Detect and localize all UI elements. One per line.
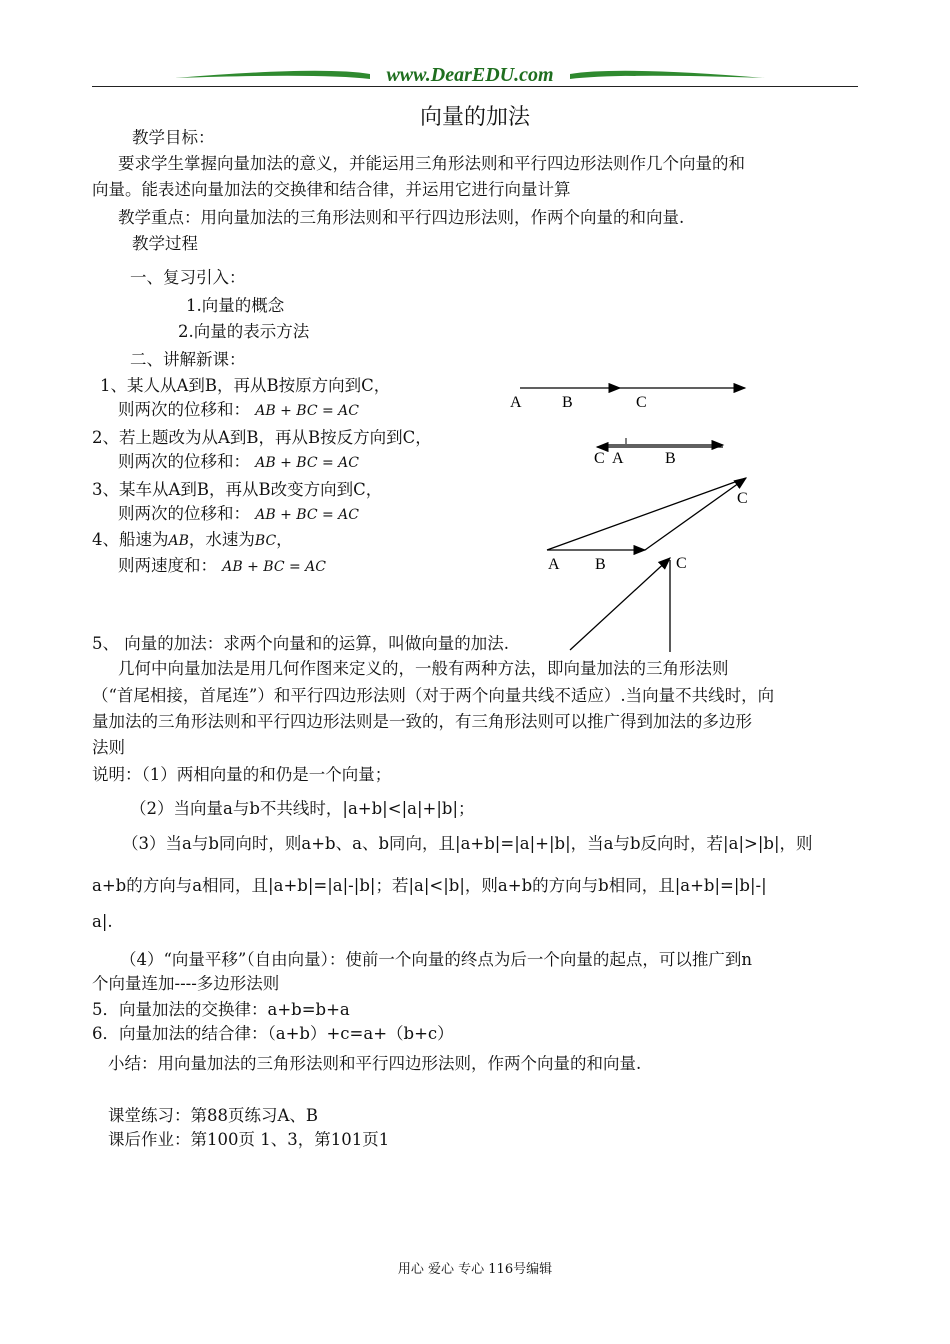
goals-line2: 向量。能表述向量加法的交换律和结合律，并运用它进行向量计算 — [92, 180, 571, 199]
diagram-opposite-direction — [594, 438, 723, 467]
process-heading: 教学过程 — [132, 234, 198, 253]
question-4-vector-ab: AB — [168, 533, 189, 549]
diagram-1-label-a: A — [510, 394, 522, 411]
note-1: 说明：（1）两相向量的和仍是一个向量； — [92, 765, 392, 784]
question-1-sum-label: 则两次的位移和： — [118, 400, 250, 419]
diagram-3-label-a: A — [548, 556, 560, 573]
question-4-text-b: ，水速为 — [188, 530, 255, 549]
diagram-triangle — [547, 478, 748, 573]
question-1: 1、某人从A到B，再从B按原方向到C， — [100, 376, 391, 395]
question-2-sum-label: 则两次的位移和： — [118, 452, 250, 471]
question-3-sum-label: 则两次的位移和： — [118, 504, 250, 523]
question-2-formula: AB + BC = AC — [255, 455, 359, 471]
site-logo — [170, 64, 770, 88]
page-title: 向量的加法 — [419, 105, 530, 130]
summary: 小结：用向量加法的三角形法则和平行四边形法则，作两个向量的和向量. — [108, 1054, 642, 1073]
note-4-line1: （4）“向量平移”（自由向量）：使前一个向量的终点为后一个向量的起点，可以推广到n — [120, 950, 752, 969]
section1-heading: 一、复习引入： — [130, 268, 246, 287]
note-3-line2: a+b的方向与a相同，且|a+b|=|a|-|b|；若|a|<|b|，则a+b的方向与b相同，且|a+b|=|b|-| — [92, 876, 767, 895]
law-commutative: 5．向量加法的交换律：a+b=b+a — [92, 1000, 350, 1019]
diagram-velocity — [570, 555, 687, 652]
diagram-4-label-c: C — [676, 555, 687, 572]
question-4-formula: AB + BC = AC — [222, 559, 326, 575]
diagram-2-label-c: C — [594, 450, 605, 467]
diagram-2-label-b: B — [665, 450, 676, 467]
diagram-same-direction — [510, 388, 745, 411]
goals-line1: 要求学生掌握向量加法的意义，并能运用三角形法则和平行四边形法则作几个向量的和 — [118, 154, 745, 173]
section1-item2: 2.向量的表示方法 — [178, 322, 310, 341]
question-1-formula: AB + BC = AC — [255, 403, 359, 419]
question-4-text-a: 4、船速为 — [92, 530, 169, 549]
homework: 课后作业：第100页 1、3，第101页1 — [108, 1130, 390, 1149]
key-points: 教学重点：用向量加法的三角形法则和平行四边形法则，作两个向量的和向量. — [118, 208, 685, 227]
diagram-3-label-b: B — [595, 556, 606, 573]
section2-heading: 二、讲解新课： — [130, 350, 246, 369]
logo-text: www.DearEDU.com — [386, 64, 554, 86]
diagram-1-label-b: B — [562, 394, 573, 411]
paragraph-6-line1: 几何中向量加法是用几何作图来定义的，一般有两种方法，即向量加法的三角形法则 — [118, 659, 729, 678]
note-3-line1: （3）当a与b同向时，则a+b、a、b同向，且|a+b|=|a|+|b|，当a与b反向时，若|a|>|b|，则 — [122, 834, 813, 853]
header-rule — [92, 86, 858, 87]
paragraph-6-line3: 量加法的三角形法则和平行四边形法则是一致的，有三角形法则可以推广得到加法的多边形 — [92, 712, 752, 731]
question-4-sum-label: 则两速度和： — [118, 556, 217, 575]
page-footer: 用心 爱心 专心 116号编辑 — [397, 1262, 553, 1277]
paragraph-6-line2: （“首尾相接，首尾连”）和平行四边形法则（对于两个向量共线不适应）.当向量不共线时，向 — [92, 686, 775, 705]
diagram-1-label-c: C — [636, 394, 647, 411]
paragraph-6-line4: 法则 — [92, 738, 125, 757]
note-2: （2）当向量a与b不共线时，|a+b|<|a|+|b|； — [130, 799, 475, 818]
paragraph-5: 5、 向量的加法：求两个向量和的运算，叫做向量的加法. — [92, 634, 509, 653]
classroom-practice: 课堂练习：第88页练习A、B — [108, 1106, 319, 1125]
question-2: 2、若上题改为从A到B，再从B按反方向到C， — [92, 428, 432, 447]
section1-item1: 1.向量的概念 — [186, 296, 285, 315]
note-4-line2: 个向量连加----多边形法则 — [92, 974, 280, 993]
goals-heading: 教学目标： — [132, 128, 215, 147]
law-associative: 6．向量加法的结合律：（a+b）+c=a+（b+c） — [92, 1024, 454, 1043]
question-3: 3、某车从A到B，再从B改变方向到C， — [92, 480, 383, 499]
diagram-3-label-c: C — [737, 490, 748, 507]
note-3-line3: a|. — [92, 912, 113, 931]
question-4-text-c: ， — [276, 530, 293, 549]
question-4-vector-bc: BC — [254, 533, 277, 549]
vector-diagrams — [500, 370, 770, 660]
diagram-2-label-a: A — [612, 450, 624, 467]
question-3-formula: AB + BC = AC — [255, 507, 359, 523]
